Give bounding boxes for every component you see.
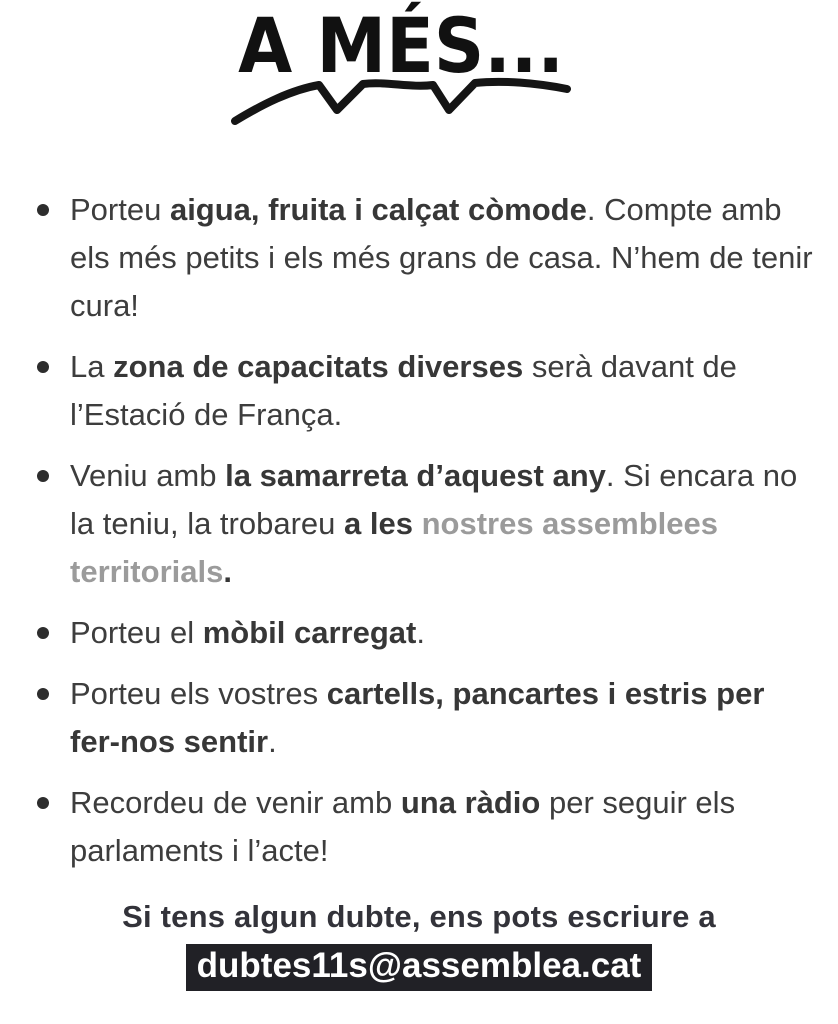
- text-segment: . Compte amb els més petits i els més grans de casa. N’hem de tenir cura!: [70, 192, 813, 323]
- page-title: A MÉS...: [238, 1, 564, 90]
- text-segment: Veniu amb: [70, 458, 226, 493]
- bullet-dot-icon: [37, 797, 49, 809]
- bullet-text: [70, 458, 797, 589]
- bullet-dot-icon: [37, 204, 49, 216]
- list-item: [37, 452, 815, 596]
- text-segment: .: [268, 724, 277, 759]
- text-segment: .: [416, 615, 425, 650]
- footer: [0, 899, 838, 991]
- text-segment: la samarreta d’aquest any: [225, 458, 606, 493]
- text-segment: per seguir els parlaments i l’acte!: [70, 785, 736, 868]
- email-address[interactable]: dubtes11s@assemblea.cat: [186, 944, 653, 991]
- text-segment: mòbil carregat: [202, 615, 417, 650]
- bullet-text: [70, 615, 425, 650]
- bullet-dot-icon: [37, 688, 49, 700]
- text-segment: cartells, pancartes i estris per fer-nos sentir: [70, 676, 765, 759]
- bullet-dot-icon: [37, 627, 49, 639]
- list-item: [37, 186, 815, 330]
- territorial-assemblies-link[interactable]: nostres assemblees territorials: [70, 506, 718, 589]
- contact-prompt: Si tens algun dubte, ens pots escriure a: [122, 899, 716, 934]
- list-item: [37, 670, 815, 766]
- text-segment: Porteu els vostres: [70, 676, 327, 711]
- bullet-list: [37, 186, 815, 875]
- bullet-dot-icon: [37, 361, 49, 373]
- text-segment: Porteu el: [70, 615, 203, 650]
- list-item: [37, 779, 815, 875]
- text-segment: aigua, fruita i calçat còmode: [169, 192, 587, 227]
- list-item: [37, 609, 815, 657]
- text-segment: una ràdio: [400, 785, 541, 820]
- text-segment: La: [70, 349, 114, 384]
- bullet-text: [70, 676, 764, 759]
- text-segment: Porteu: [70, 192, 170, 227]
- bullet-text: [70, 192, 813, 323]
- text-segment: a les: [344, 506, 422, 541]
- text-segment: serà davant de l’Estació de França.: [70, 349, 737, 432]
- text-segment: .: [223, 554, 232, 589]
- list-item: [37, 343, 815, 439]
- bullet-dot-icon: [37, 470, 49, 482]
- text-segment: zona de capacitats diverses: [113, 349, 524, 384]
- bullet-text: [70, 785, 735, 868]
- text-segment: . Si encara no la teniu, la trobareu: [70, 458, 798, 541]
- bullet-text: [70, 349, 737, 432]
- header: [0, 2, 820, 128]
- text-segment: Recordeu de venir amb: [70, 785, 401, 820]
